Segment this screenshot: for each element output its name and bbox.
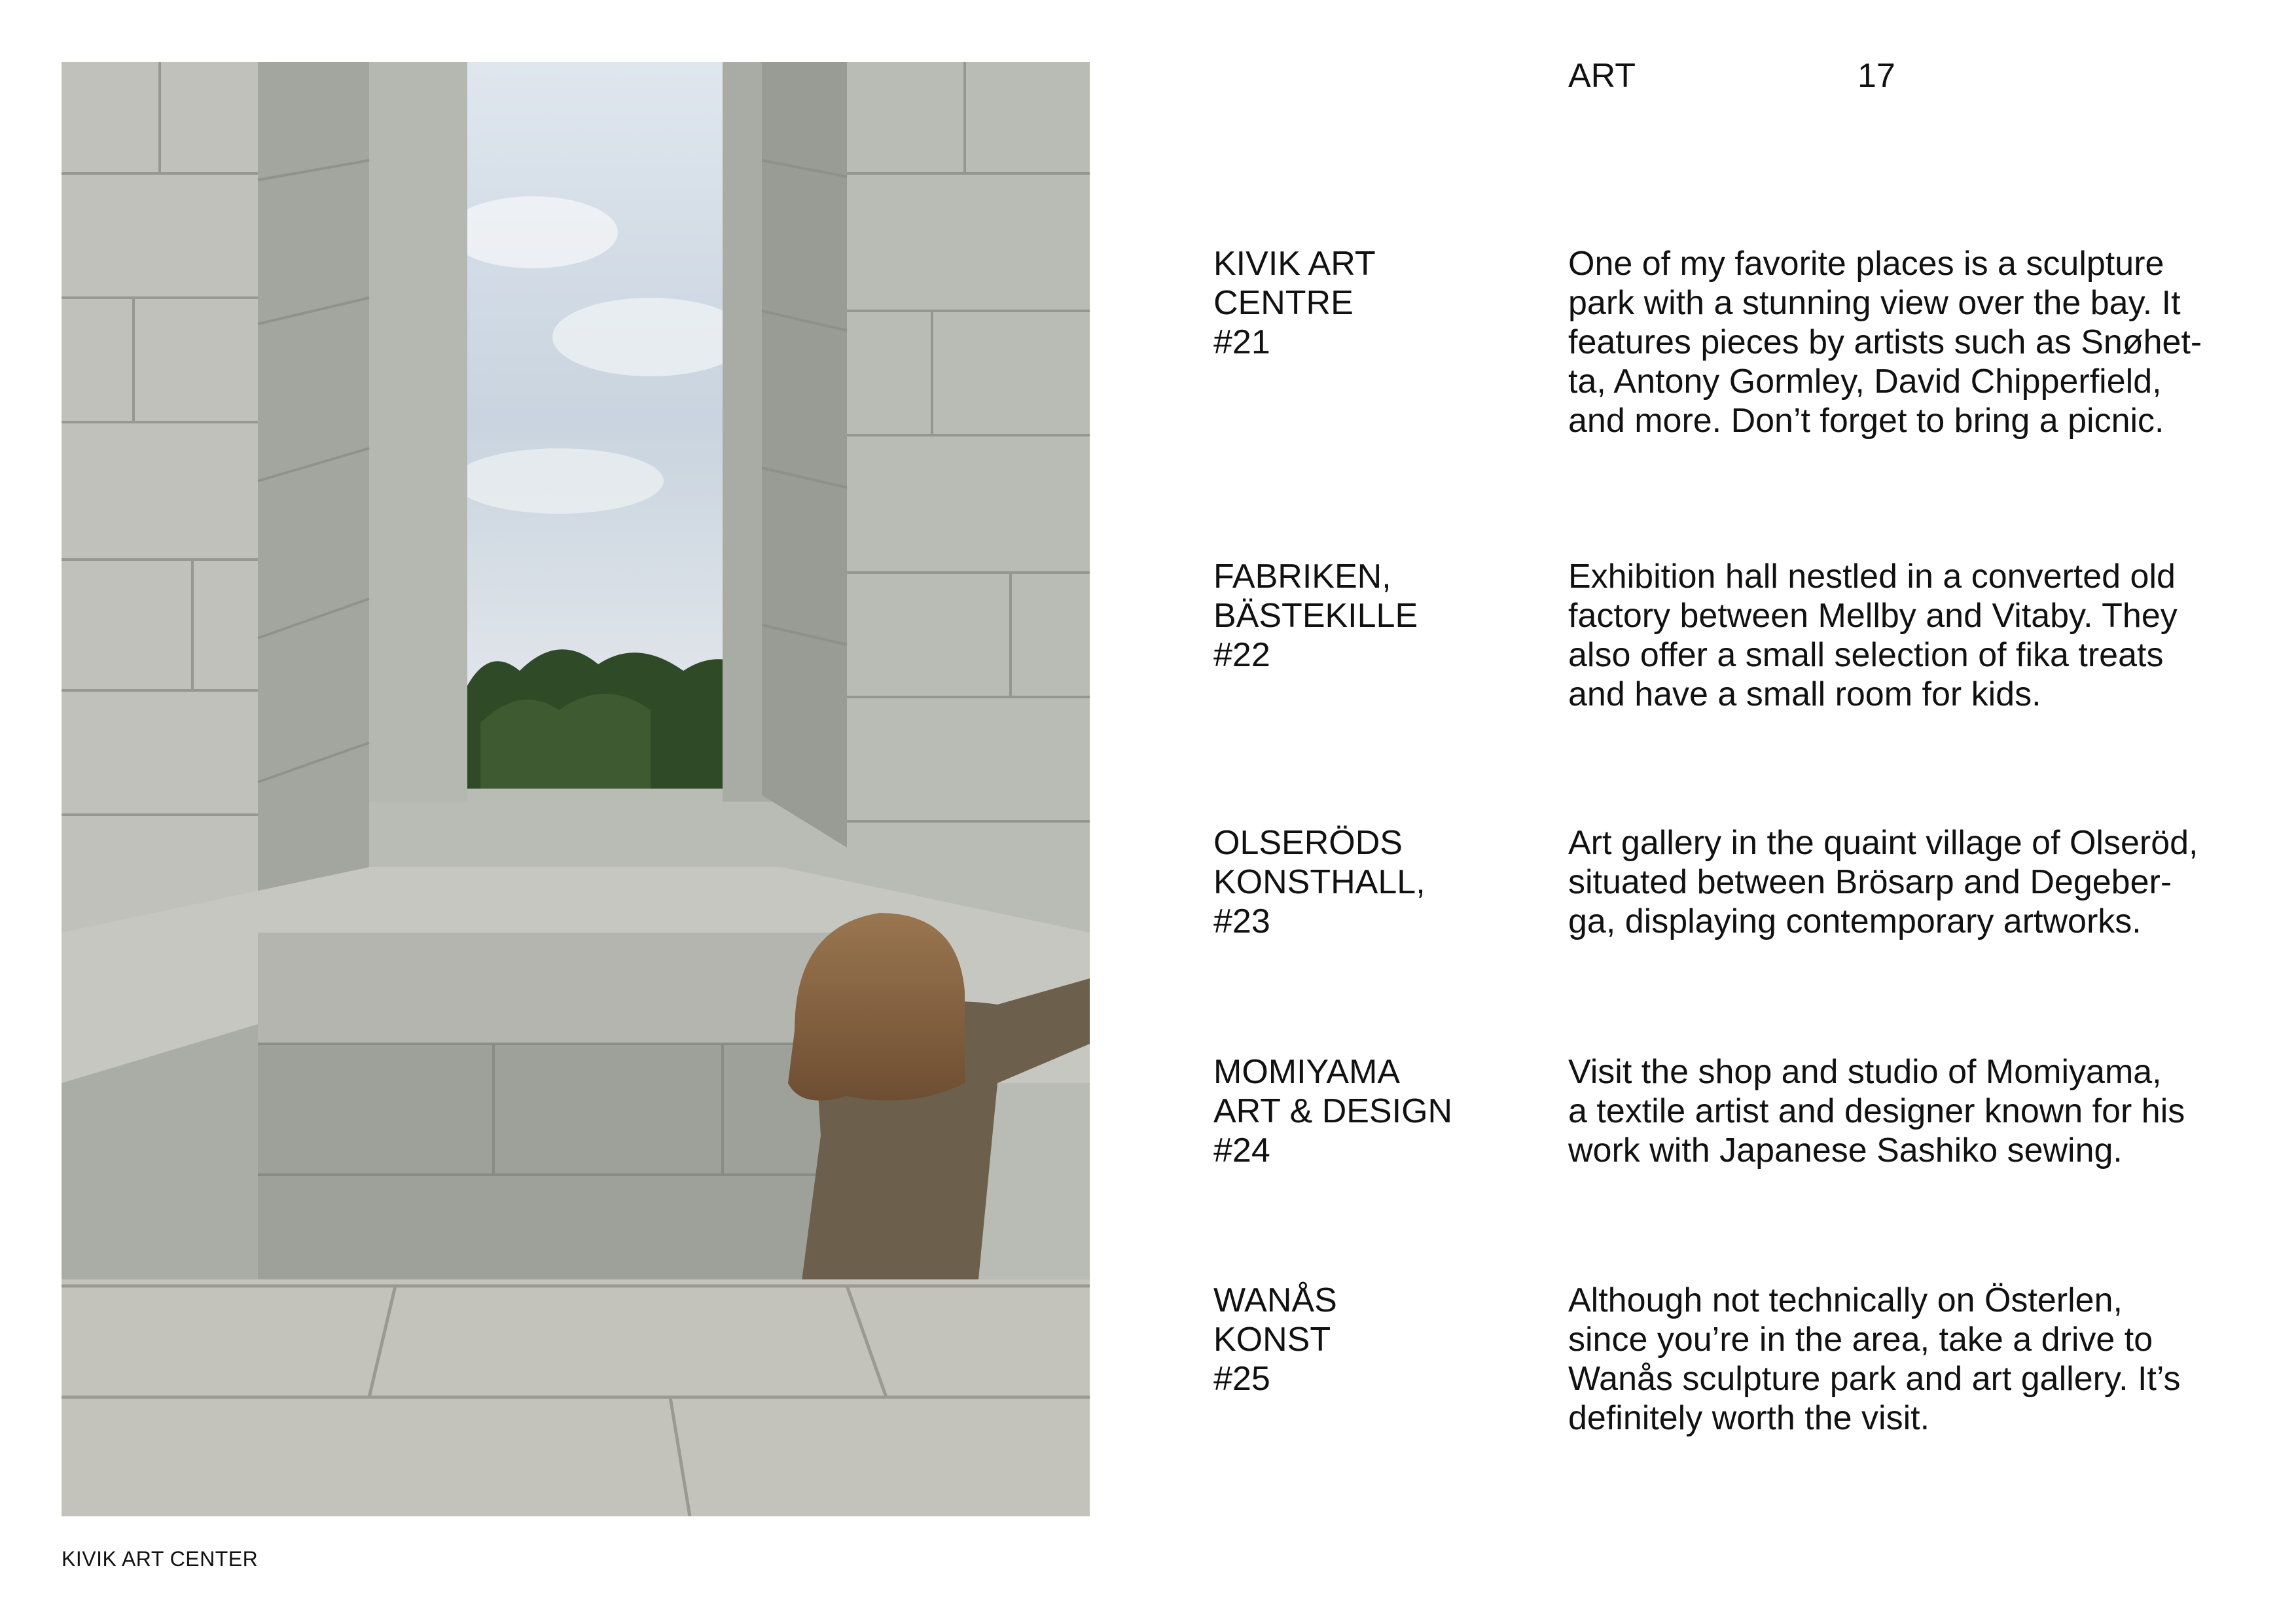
entry-description-fabriken: Exhibition hall nestled in a converted old factory between Mellby and Vitaby. They also offer a small selection of fika treats and have a small room for kids. <box>1568 558 2178 713</box>
entry-description-momiyama: Visit the shop and studio of Momiyama, a textile artist and designer known for his work with Japanese Sashiko sewing. <box>1568 1053 2185 1169</box>
kivik-art-center-photo <box>62 62 1090 1516</box>
entry-name-fabriken: FABRIKEN, BÄSTEKILLE #22 <box>1213 558 1418 674</box>
page-number: 17 <box>1857 57 1895 95</box>
left-tower <box>62 62 258 933</box>
entry-name-momiyama: MOMIYAMA ART & DESIGN #24 <box>1213 1053 1453 1169</box>
entry-name-wanas: WANÅS KONST #25 <box>1213 1281 1337 1398</box>
right-tower <box>762 62 847 847</box>
entry-description-kivik: One of my favorite places is a sculpture park with a stunning view over the bay. It features pieces by artists such as Snøhet- ta, Antony Gormley, David Chipperfield, and more. Don’t forget to bring a picnic. <box>1568 245 2202 440</box>
section-title: ART <box>1568 57 1636 95</box>
entry-description-olserods: Art gallery in the quaint village of Olseröd, situated between Brösarp and Degeber- ga, displaying contemporary artworks. <box>1568 824 2198 940</box>
entry-description-wanas: Although not technically on Österlen, since you’re in the area, take a drive to Wanås sculpture park and art gallery. It’s definitely worth the visit. <box>1568 1281 2181 1437</box>
sculpture-photo-illustration <box>62 62 1090 1516</box>
photo-caption: KIVIK ART CENTER <box>62 1547 259 1571</box>
entry-name-olserods: OLSERÖDS KONSTHALL, #23 <box>1213 824 1426 940</box>
entry-name-kivik: KIVIK ART CENTRE #21 <box>1213 245 1376 361</box>
